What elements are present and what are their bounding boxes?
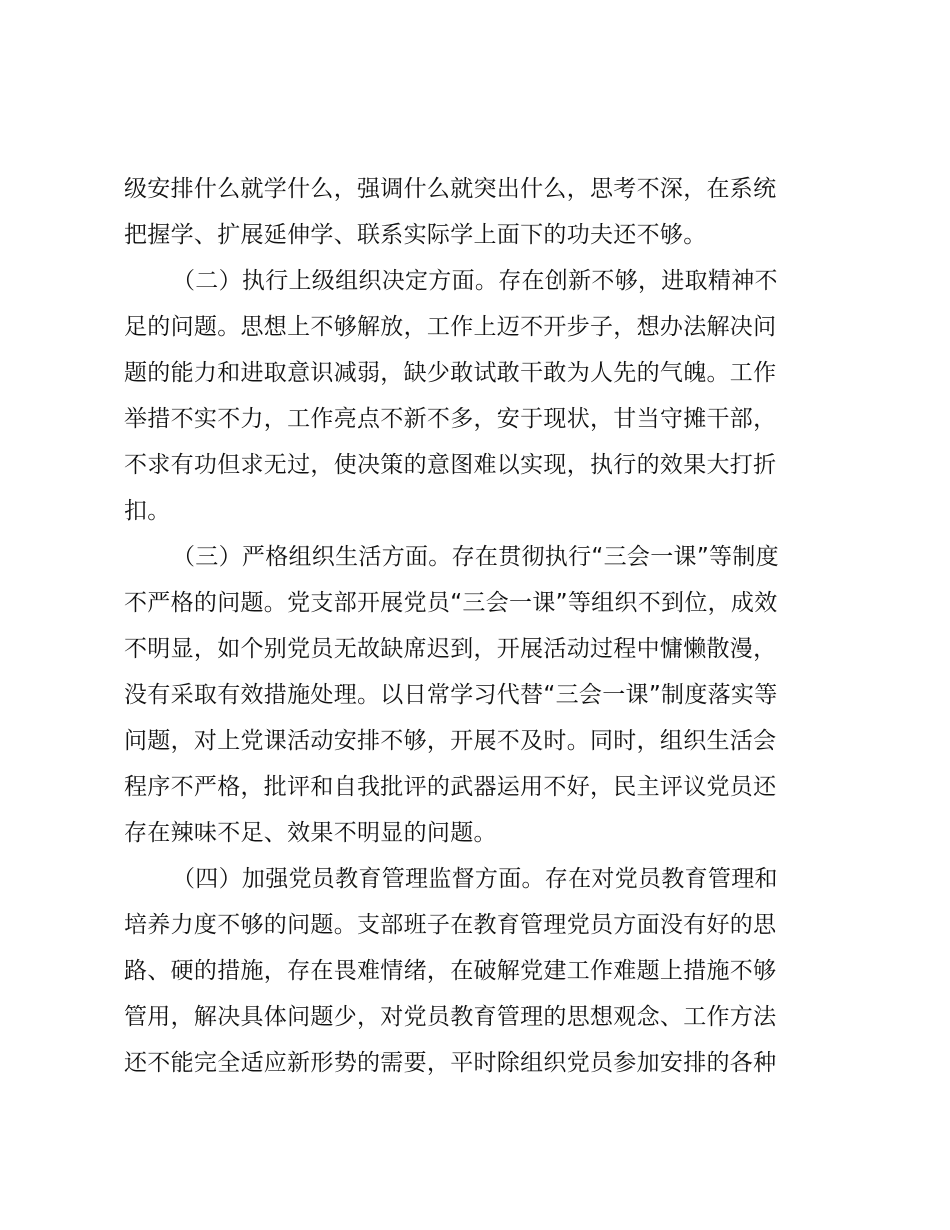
document-body xyxy=(124,166,824,1086)
text-line: 不严格的问题。党支部开展党员“三会一课”等组织不到位，成效 xyxy=(124,590,778,616)
text-line: 路、硬的措施，存在畏难情绪，在破解党建工作难题上措施不够 xyxy=(124,958,777,984)
section-heading-line: （四）加强党员教育管理监督方面。存在对党员教育管理和 xyxy=(172,866,778,892)
text-line: 没有采取有效措施处理。以日常学习代替“三会一课”制度落实等 xyxy=(124,682,778,708)
text-line: 扣。 xyxy=(124,498,171,524)
text-line: 还不能完全适应新形势的需要，平时除组织党员参加安排的各种 xyxy=(124,1050,777,1076)
text-line: 管用，解决具体问题少，对党员教育管理的思想观念、工作方法 xyxy=(124,1004,777,1030)
text-line: 举措不实不力，工作亮点不新不多，安于现状，甘当守摊干部， xyxy=(124,406,777,432)
text-line: 级安排什么就学什么，强调什么就突出什么，思考不深，在系统 xyxy=(124,176,777,202)
section-heading-line: （三）严格组织生活方面。存在贯彻执行“三会一课”等制度 xyxy=(172,544,779,570)
text-line: 把握学、扩展延伸学、联系实际学上面下的功夫还不够。 xyxy=(124,222,707,248)
text-line: 足的问题。思想上不够解放，工作上迈不开步子，想办法解决问 xyxy=(124,314,777,340)
text-line: 不求有功但求无过，使决策的意图难以实现，执行的效果大打折 xyxy=(124,452,777,478)
text-line: 问题，对上党课活动安排不够，开展不及时。同时，组织生活会 xyxy=(124,728,777,754)
text-line: 存在辣味不足、效果不明显的问题。 xyxy=(124,820,497,846)
section-heading-line: （二）执行上级组织决定方面。存在创新不够，进取精神不 xyxy=(172,268,778,294)
text-line: 题的能力和进取意识减弱，缺少敢试敢干敢为人先的气魄。工作 xyxy=(124,360,777,386)
text-line: 培养力度不够的问题。支部班子在教育管理党员方面没有好的思 xyxy=(124,912,777,938)
text-line: 不明显，如个别党员无故缺席迟到，开展活动过程中慵懒散漫， xyxy=(124,636,777,662)
text-line: 程序不严格，批评和自我批评的武器运用不好，民主评议党员还 xyxy=(124,774,777,800)
